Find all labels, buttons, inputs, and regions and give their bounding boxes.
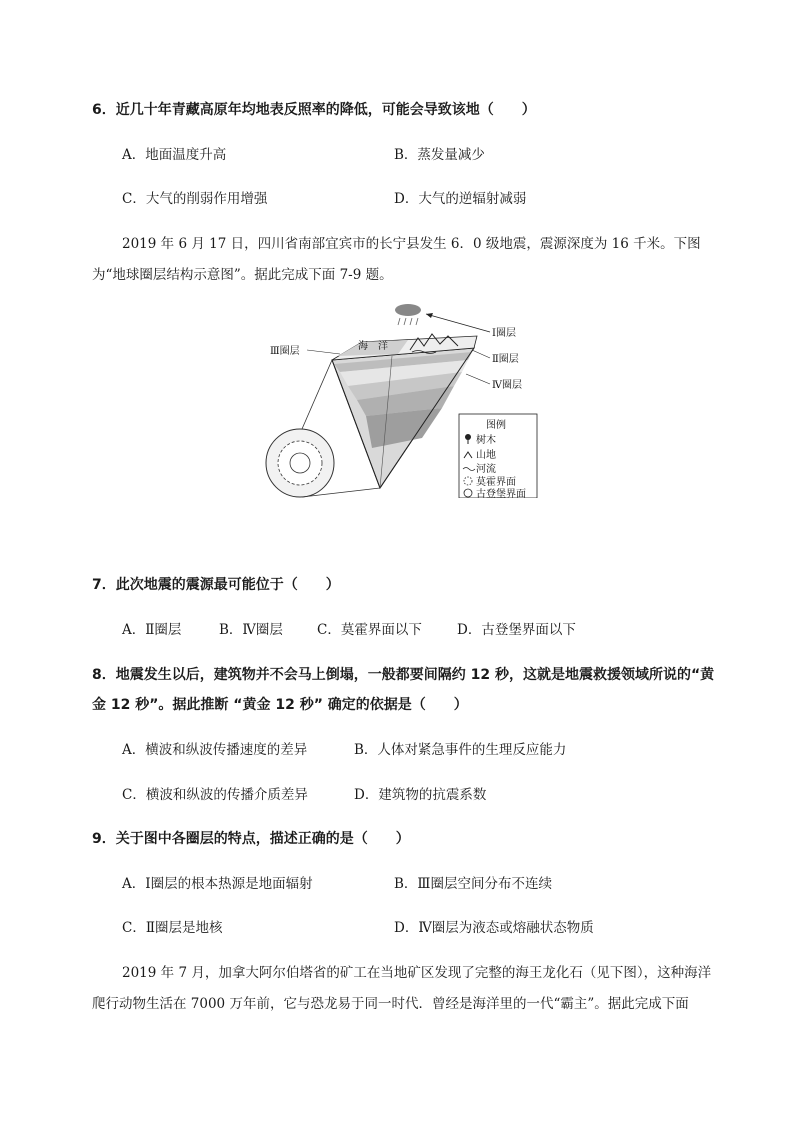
- q9-option-d: D．Ⅳ圈层为液态或熔融状态物质: [394, 920, 594, 936]
- intro-paragraph-line2: 为“地球圈层结构示意图”。据此完成下面 7-9 题。: [92, 267, 393, 283]
- q6-option-d: D．大气的逆辐射减弱: [394, 191, 527, 207]
- question-7-stem: 7．此次地震的震源最可能位于（ ）: [92, 577, 340, 593]
- legend-item-tree: 树木: [476, 435, 496, 446]
- question-8-stem-line1: 8．地震发生以后，建筑物并不会马上倒塌，一般都要间隔约 12 秒，这就是地震救援领域所说的“黄: [92, 667, 715, 683]
- question-9-stem: 9．关于图中各圈层的特点，描述正确的是（ ）: [92, 831, 410, 847]
- label-ocean: 海 洋: [358, 341, 388, 352]
- q6-option-a: A．地面温度升高: [122, 147, 227, 163]
- label-layer-4: Ⅳ圈层: [492, 380, 522, 391]
- q7-option-d: D．古登堡界面以下: [457, 622, 576, 638]
- question-8-stem-line2: 金 12 秒”。据此推断 “黄金 12 秒” 确定的依据是（ ）: [92, 697, 468, 713]
- q9-option-b: B．Ⅲ圈层空间分布不连续: [394, 876, 552, 892]
- earth-wedge: [332, 334, 477, 488]
- intro-paragraph-line1: 2019 年 6 月 17 日，四川省南部宜宾市的长宁县发生 6．0 级地震，震源深度为 16 千米。下图: [122, 236, 701, 252]
- legend-item-gutenberg: 古登堡界面: [476, 489, 526, 498]
- legend-item-moho: 莫霍界面: [476, 477, 516, 488]
- label-layer-2: Ⅱ圈层: [492, 354, 519, 365]
- intro2-paragraph-line2: 爬行动物生活在 7000 万年前，它与恐龙易于同一时代．曾经是海洋里的一代“霸主”。据此完成下面: [92, 996, 689, 1012]
- globe-circle: [266, 429, 334, 497]
- q7-option-a: A．Ⅱ圈层: [122, 622, 182, 638]
- q8-option-b: B．人体对紧急事件的生理反应能力: [354, 742, 567, 758]
- intro2-paragraph-line1: 2019 年 7 月，加拿大阿尔伯塔省的矿工在当地矿区发现了完整的海王龙化石（见下图），这种海洋: [122, 965, 712, 981]
- question-6-stem: 6．近几十年青藏高原年均地表反照率的降低，可能会导致该地（ ）: [92, 102, 536, 118]
- q7-option-c: C．莫霍界面以下: [317, 622, 422, 638]
- q9-option-c: C．Ⅱ圈层是地核: [122, 920, 223, 936]
- q7-option-b: B．Ⅳ圈层: [219, 622, 283, 638]
- q6-option-b: B．蒸发量减少: [394, 147, 485, 163]
- q8-option-d: D．建筑物的抗震系数: [354, 787, 487, 803]
- legend-item-river: 河流: [476, 464, 496, 475]
- legend: [459, 414, 537, 498]
- q6-option-c: C．大气的削弱作用增强: [122, 191, 268, 207]
- legend-item-mountain: 山地: [476, 450, 496, 461]
- cloud-icon: [395, 304, 421, 325]
- label-layer-3: Ⅲ圈层: [270, 346, 300, 357]
- q8-option-c: C．横波和纵波的传播介质差异: [122, 787, 308, 803]
- label-layer-1: Ⅰ圈层: [492, 328, 516, 339]
- earth-layers-diagram: [262, 298, 542, 498]
- q9-option-a: A．Ⅰ圈层的根本热源是地面辐射: [122, 876, 313, 892]
- legend-title: 图例: [486, 420, 506, 431]
- q8-option-a: A．横波和纵波传播速度的差异: [122, 742, 308, 758]
